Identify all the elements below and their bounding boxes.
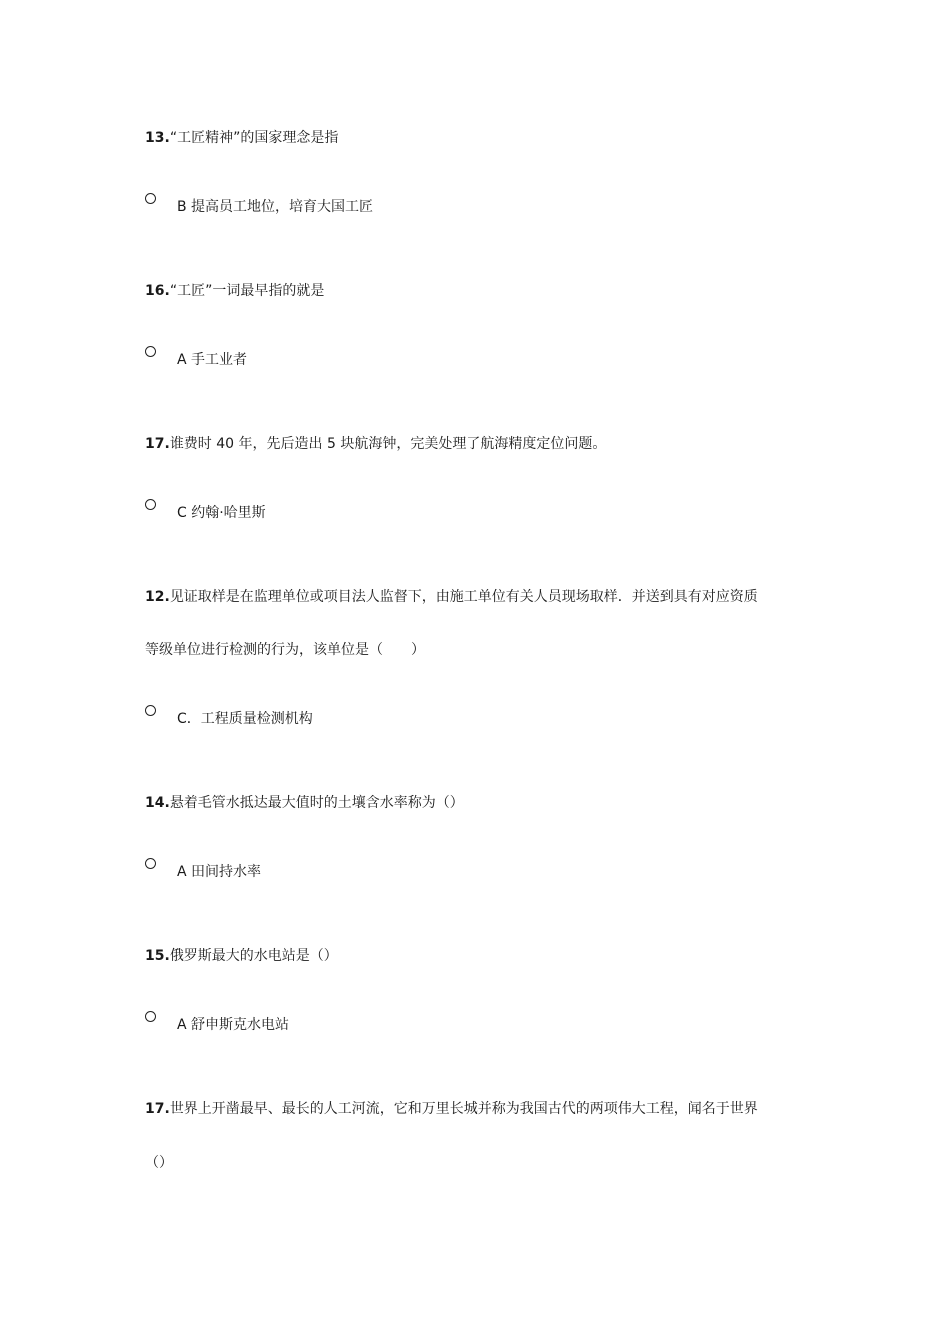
question-text: 悬着毛管水抵达最大值时的土壤含水率称为（） — [169, 795, 464, 811]
question-number: 17. — [145, 436, 170, 452]
question-12-title — [145, 587, 758, 607]
question-number: 12. — [145, 589, 170, 605]
question-number: 17. — [145, 1101, 170, 1117]
question-17b-title-line2: （） — [145, 1155, 173, 1171]
question-text: “工匠精神”的国家理念是指 — [169, 130, 339, 146]
radio-button[interactable] — [145, 705, 156, 716]
option-label: A 手工业者 — [177, 352, 248, 368]
question-number: 14. — [145, 795, 170, 811]
option-label: B 提高员工地位，培育大国工匠 — [177, 199, 374, 215]
radio-button[interactable] — [145, 193, 156, 204]
question-17-title — [145, 434, 606, 454]
question-13-title — [145, 128, 338, 148]
radio-button[interactable] — [145, 346, 156, 357]
question-12-title-line2: 等级单位进行检测的行为，该单位是（ ） — [145, 642, 425, 658]
question-15-title — [145, 946, 338, 966]
question-number: 15. — [145, 948, 170, 964]
question-17b-title — [145, 1099, 758, 1119]
question-text: 世界上开凿最早、最长的人工河流，它和万里长城并称为我国古代的两项伟大工程，闻名于世界 — [169, 1101, 758, 1117]
question-16-title — [145, 281, 324, 301]
question-text: 谁费时 40 年，先后造出 5 块航海钟，完美处理了航海精度定位问题。 — [169, 436, 607, 452]
question-number: 13. — [145, 130, 170, 146]
option-label: C．工程质量检测机构 — [177, 711, 313, 727]
option-label: A 舒申斯克水电站 — [177, 1017, 290, 1033]
radio-button[interactable] — [145, 499, 156, 510]
question-text: 俄罗斯最大的水电站是（） — [169, 948, 338, 964]
radio-button[interactable] — [145, 1011, 156, 1022]
question-number: 16. — [145, 283, 170, 299]
radio-button[interactable] — [145, 858, 156, 869]
question-text: 见证取样是在监理单位或项目法人监督下，由施工单位有关人员现场取样．并送到具有对应资质 — [169, 589, 758, 605]
option-label: A 田间持水率 — [177, 864, 262, 880]
question-14-title — [145, 793, 464, 813]
question-text: “工匠”一词最早指的就是 — [169, 283, 325, 299]
option-label: C 约翰·哈里斯 — [177, 505, 266, 521]
